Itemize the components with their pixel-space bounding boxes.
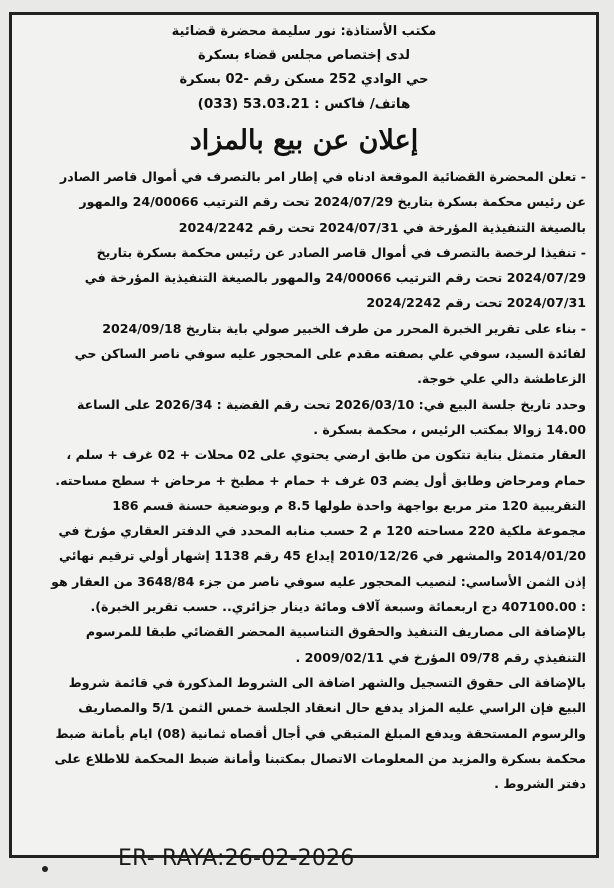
paragraph-line: وحدد تاريخ جلسة البيع في: 2026/03/10 تحت رقم القضية : 2026/34 على الساعة bbox=[76, 396, 586, 412]
phone-fax: هاتف/ فاكس : 53.03.21 (033) bbox=[197, 96, 411, 112]
address: حي الوادي 252 مسكن رقم -02 بسكرة bbox=[179, 72, 429, 87]
office-name: مكتب الأستاذة: نور سليمة محضرة قضائية bbox=[171, 24, 437, 39]
paragraph-line: دفتر الشروط . bbox=[494, 776, 586, 792]
paragraph-line: لفائدة السيد، سوفي علي بصفته مقدم على المحجور عليه سوفي ناصر الساكن حي bbox=[74, 346, 586, 362]
paragraph-1 bbox=[18, 164, 590, 240]
paragraph-line: العقار متمثل بناية تتكون من طابق ارضي يحتوي على 02 محلات + 02 غرف + سلم ، bbox=[66, 447, 586, 463]
paragraph-line: 2014/01/20 والمشهر في 2010/12/26 إيداع 45 رقم 1138 إشهار أولي ترقيم نهائي bbox=[58, 548, 586, 564]
paragraph-line: - تعلن المحضرة القضائية الموقعة ادناه في إطار امر بالتصرف في أموال قاصر الصادر bbox=[60, 169, 586, 184]
paragraph-line: البيع فإن الراسي عليه المزاد يدفع حال انعقاد الجلسة خمس الثمن 5/1 والمصاريف bbox=[78, 700, 586, 716]
paragraph-4 bbox=[18, 392, 590, 443]
paragraph-line: مجموعة ملكية 220 مساحته 120 م 2 حسب منابه المحدد في الدفتر العقاري مؤرخ في bbox=[58, 523, 586, 539]
jurisdiction: لدى إختصاص مجلس قضاء بسكرة bbox=[197, 48, 411, 63]
paragraph-line: 2024/07/29 تحت رقم الترتيب 24/00066 والمهور بالصيغة التنفيذية المؤرخة في bbox=[84, 270, 586, 286]
paragraph-line: بالصيغة التنفيذية المؤرخة في 2024/07/31 تحت رقم 2024/2242 bbox=[178, 219, 586, 235]
paragraph-line: التقريبية 120 متر مربع بواجهة واحدة طولها 8.5 م وبوضعية حسنة قسم 186 bbox=[112, 497, 586, 513]
paragraph-line: إذن الثمن الأساسي: لنصيب المحجور عليه سوفي ناصر من جزء 3648/84 من العقار هو bbox=[51, 573, 586, 589]
paragraph-5 bbox=[18, 442, 590, 568]
paragraph-line: عن رئيس محكمة بسكرة بتاريخ 2024/07/29 تحت رقم الترتيب 24/00066 والمهور bbox=[79, 194, 586, 210]
notice-title: إعلان عن بيع بالمزاد bbox=[189, 125, 419, 156]
notice-content bbox=[18, 20, 590, 796]
paragraph-line: - تنفيذا لرخصة بالتصرف في أموال قاصر الصادر عن رئيس محكمة بسكرة بتاريخ bbox=[96, 244, 586, 260]
paragraph-line: بالإضافة الى مصاريف التنفيذ والحقوق التناسبية المحضر القضائي طبقا للمرسوم bbox=[85, 624, 586, 640]
paragraph-line: الزعاطشة دالي علي خوجة. bbox=[417, 371, 586, 387]
paragraph-line: - بناء على تقرير الخبرة المحرر من طرف الخبير صولي باية بتاريخ 2024/09/18 bbox=[102, 320, 586, 336]
paragraph-line: : 407100.00 دج اربعمائة وسبعة آلاف ومائة دينار جزائري.. حسب تقرير الخبرة). bbox=[90, 599, 586, 615]
paragraph-line: محكمة بسكرة والمزيد من المعلومات الاتصال بمكتبنا وأمانة ضبط المحكمة للاطلاع على bbox=[54, 750, 586, 766]
paragraph-line: والرسوم المستحقة ويدفع المبلغ المتبقي في أجال أقصاه ثمانية (08) ايام بأمانة ضبط bbox=[55, 725, 586, 741]
paragraph-7 bbox=[18, 670, 590, 796]
bullet-mark bbox=[42, 866, 48, 872]
paragraph-2 bbox=[18, 240, 590, 316]
paragraph-3 bbox=[18, 316, 590, 392]
paragraph-6 bbox=[18, 569, 590, 670]
paragraph-line: 2024/07/31 تحت رقم 2024/2242 bbox=[366, 295, 586, 311]
newspaper-date-footer: ER- RAYA:26-02-2026 bbox=[118, 846, 355, 871]
paragraph-line: حمام ومرحاض وطابق أول يضم 03 غرف + حمام + مطبخ + مرحاض + سطح مساحته. bbox=[55, 472, 586, 488]
paragraph-line: 14.00 زوالا بمكتب الرئيس ، محكمة بسكرة . bbox=[313, 421, 586, 437]
notice-body bbox=[18, 164, 590, 796]
paragraph-line: التنفيذي رقم 09/78 المؤرخ في 2009/02/11 . bbox=[295, 649, 586, 665]
paragraph-line: بالإضافة الى حقوق التسجيل والشهر اضافة الى الشروط المذكورة في قائمة شروط bbox=[68, 674, 586, 690]
